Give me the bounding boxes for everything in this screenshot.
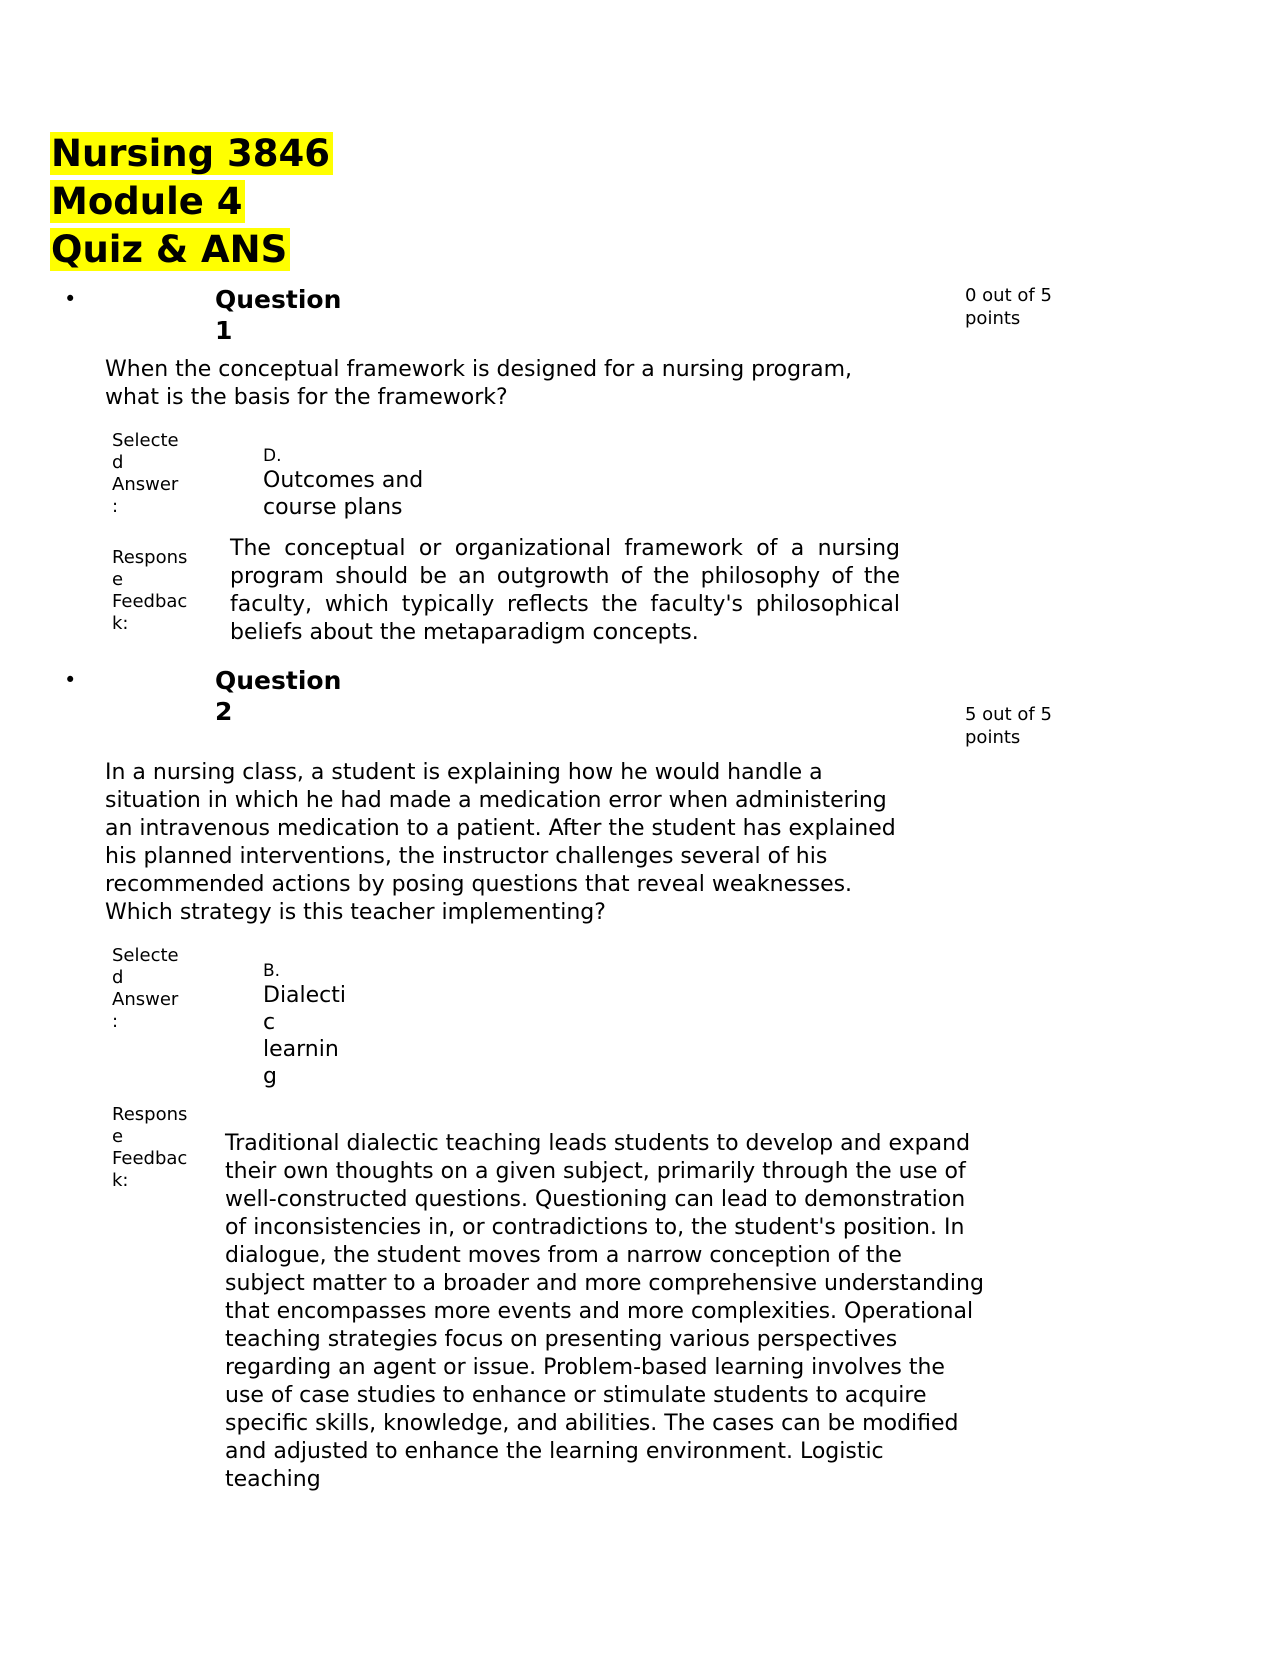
question-1-feedback-text: The conceptual or organizational framework of a nursing program should be an outgrowth of the philosophy of the faculty, which typically reflects the faculty's philosophical beliefs about the metaparadigm concepts.	[230, 536, 900, 645]
question-2-text: In a nursing class, a student is explaining how he would handle a situation in which he had made a medication error when administering an intravenous medication to a patient. After the student has explained his planned interventions, the instructor challenges several of his recommended actions by posing questions that reveal weaknesses. Which strategy is this teacher implementing?	[105, 760, 896, 925]
question-1-selected-answer-row	[112, 430, 1280, 521]
bullet-icon: •	[64, 287, 77, 311]
question-1-feedback-row	[112, 535, 1280, 647]
question-2-feedback-row	[112, 1104, 1280, 1494]
question-1-heading	[215, 284, 341, 346]
question-2-points: 5 out of 5 points	[965, 704, 1052, 748]
response-feedback-label: Response Feedback:	[112, 547, 188, 634]
question-number: 1	[215, 316, 233, 345]
question-2-heading-row	[50, 665, 1280, 749]
selected-answer-label: Selected Answer:	[112, 430, 179, 517]
question-2-heading	[215, 665, 341, 727]
question-label: Question	[215, 285, 342, 314]
answer-letter: B.	[263, 961, 281, 981]
selected-answer-label: Selected Answer:	[112, 945, 179, 1032]
question-block-1	[50, 284, 1280, 647]
question-2-selected-answer-row	[112, 945, 1280, 1090]
response-feedback-label: Response Feedback:	[112, 1104, 188, 1191]
question-label: Question	[215, 666, 342, 695]
question-1-heading-row	[50, 284, 1280, 346]
title-line-1: Nursing 3846	[50, 132, 333, 175]
question-block-2	[50, 665, 1280, 1494]
question-number: 2	[215, 697, 233, 726]
answer-letter: D.	[263, 446, 282, 466]
answer-text: Outcomes and course plans	[263, 468, 424, 520]
question-1-points: 0 out of 5 points	[965, 285, 1052, 329]
page-title	[50, 130, 1280, 274]
title-line-3: Quiz & ANS	[50, 228, 290, 271]
answer-text: Dialectic learning	[263, 983, 347, 1089]
title-line-2: Module 4	[50, 180, 245, 223]
bullet-icon: •	[64, 668, 77, 692]
question-2-feedback-text: Traditional dialectic teaching leads students to develop and expand their own thoughts on a given subject, primarily through the use of well-constructed questions. Questioning can lead to demonstration of inconsistencies in, or contradictions to, the student's position. In dialogue, the student moves from a narrow conception of the subject matter to a broader and more comprehensive understanding that encompasses more events and more complexities. Operational teaching strategies focus on presenting various perspectives regarding an agent or issue. Problem-based learning involves the use of case studies to enhance or stimulate students to acquire specific skills, knowledge, and abilities. The cases can be modified and adjusted to enhance the learning environment. Logistic teaching	[225, 1131, 984, 1492]
question-2-answer	[263, 945, 348, 1090]
question-1-answer	[263, 430, 463, 521]
question-1-text: When the conceptual framework is designed for a nursing program, what is the basis for the framework?	[105, 357, 853, 410]
